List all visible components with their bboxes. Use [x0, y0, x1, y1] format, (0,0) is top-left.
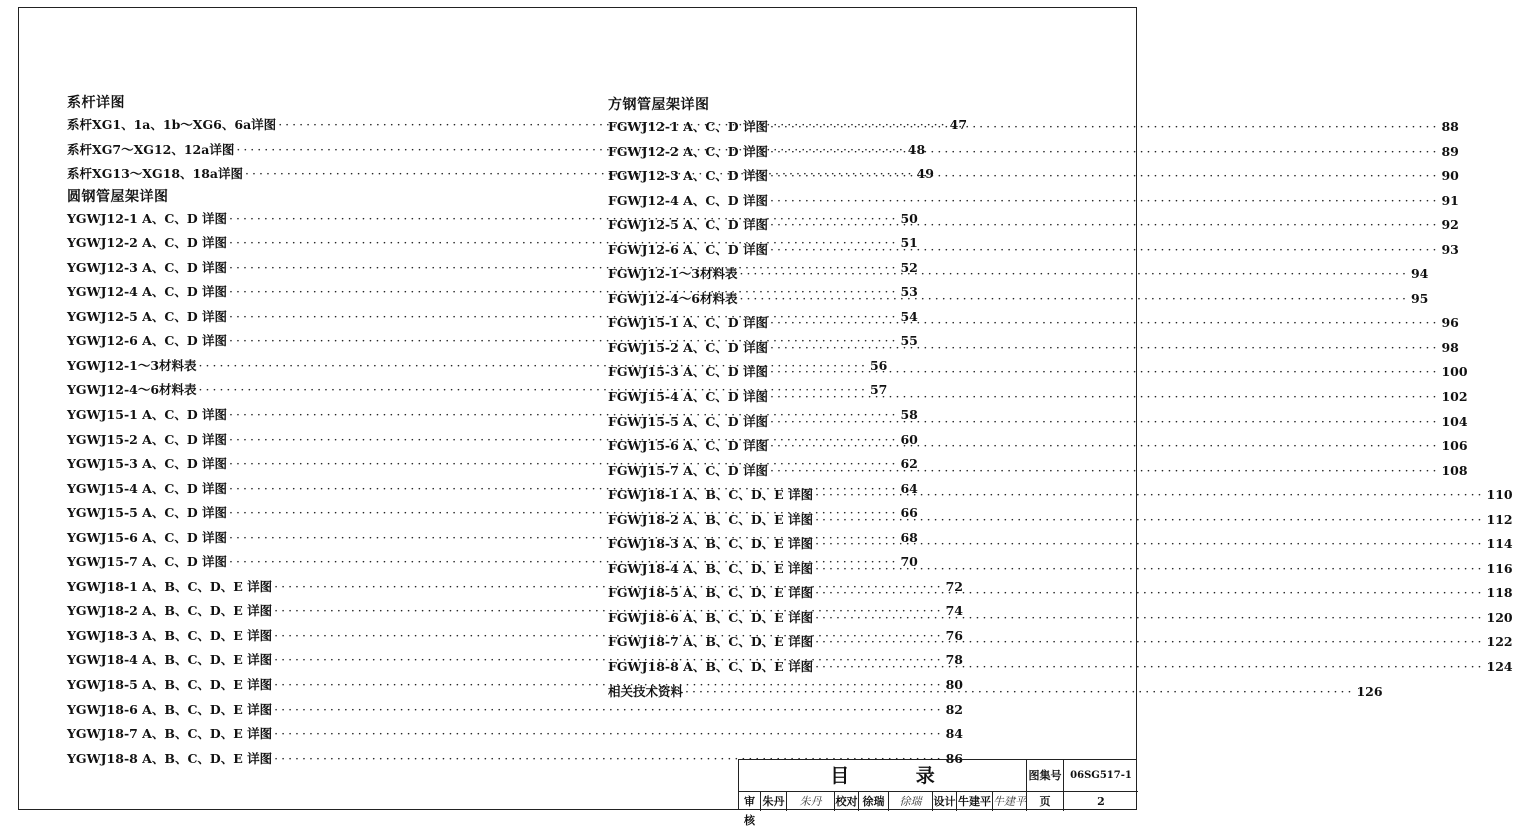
- review-name: 朱丹: [761, 792, 787, 811]
- toc-entry-page: 114: [1486, 536, 1513, 552]
- toc-entry-page: 116: [1486, 560, 1513, 576]
- toc-entry-label: YGWJ15-1 A、C、D 详图: [67, 407, 228, 423]
- toc-entry-page: 51: [900, 235, 918, 251]
- toc-entry-label: YGWJ18-3 A、B、C、D、E 详图: [67, 627, 273, 643]
- toc-entry-label: FGWJ15-5 A、C、D 详图: [608, 413, 768, 429]
- toc-entry-label: YGWJ18-8 A、B、C、D、E 详图: [67, 750, 273, 766]
- toc-entry-label: YGWJ15-5 A、C、D 详图: [67, 505, 228, 521]
- toc-entry[interactable]: [67, 722, 963, 747]
- toc-entry-page: 62: [900, 456, 918, 472]
- toc-entry-label: FGWJ12-4 A、C、D 详图: [608, 192, 768, 208]
- toc-entry-label: FGWJ18-2 A、B、C、D、E 详图: [608, 511, 814, 527]
- toc-entry[interactable]: [608, 336, 1459, 361]
- atlas-label: 图集号: [1027, 760, 1064, 792]
- toc-entry[interactable]: [608, 630, 1513, 655]
- toc-entry-page: 49: [916, 166, 934, 182]
- toc-entry[interactable]: [608, 189, 1459, 214]
- dot-leader: [770, 115, 1439, 140]
- toc-entry[interactable]: [608, 655, 1513, 680]
- toc-entry-page: 80: [945, 677, 963, 693]
- toc-entry-page: 58: [900, 407, 918, 423]
- toc-entry-label: 系杆XG7～XG12、12a详图: [67, 141, 235, 157]
- toc-entry-page: 48: [907, 141, 926, 157]
- toc-entry-page: 96: [1441, 315, 1459, 331]
- toc-entry-page: 100: [1441, 364, 1468, 380]
- toc-entry-page: 110: [1486, 487, 1513, 503]
- toc-entry-page: 108: [1441, 462, 1468, 478]
- toc-entry-page: 66: [900, 505, 918, 521]
- toc-entry-page: 91: [1441, 192, 1459, 208]
- dot-leader: [739, 262, 1408, 287]
- toc-entry-label: YGWJ18-6 A、B、C、D、E 详图: [67, 701, 273, 717]
- check-signature: 徐瑞: [889, 792, 933, 811]
- toc-entry[interactable]: [608, 238, 1459, 263]
- dot-leader: [739, 287, 1408, 312]
- dot-leader: [815, 483, 1484, 508]
- toc-entry-label: YGWJ15-2 A、C、D 详图: [67, 431, 228, 447]
- atlas-number: 06SG517-1: [1064, 760, 1138, 792]
- signature-row: [739, 792, 1027, 827]
- toc-entry-label: YGWJ12-2 A、C、D 详图: [67, 235, 228, 251]
- toc-entry-label: YGWJ12-4～6材料表: [67, 382, 197, 398]
- toc-entry-label: YGWJ12-1～3材料表: [67, 357, 197, 373]
- toc-entry-label: YGWJ15-6 A、C、D 详图: [67, 529, 228, 545]
- toc-entry-page: 98: [1441, 339, 1459, 355]
- toc-entry[interactable]: [608, 115, 1459, 140]
- toc-entry[interactable]: [608, 532, 1513, 557]
- toc-entry-page: 57: [869, 382, 888, 398]
- toc-entry[interactable]: [608, 606, 1513, 631]
- dot-leader: [815, 606, 1484, 631]
- toc-entry-page: 94: [1410, 266, 1429, 282]
- toc-entry-page: 70: [900, 554, 918, 570]
- toc-entry-page: 82: [945, 701, 963, 717]
- toc-entry-label: YGWJ18-4 A、B、C、D、E 详图: [67, 652, 273, 668]
- toc-entry-label: FGWJ15-6 A、C、D 详图: [608, 438, 768, 454]
- dot-leader: [770, 410, 1439, 435]
- toc-entry-page: 68: [900, 529, 918, 545]
- dot-leader: [770, 238, 1439, 263]
- section-heading: 圆钢管屋架详图: [67, 188, 169, 205]
- toc-entry-page: 72: [945, 578, 963, 594]
- page-label: 页: [1027, 792, 1064, 811]
- toc-entry-label: FGWJ18-4 A、B、C、D、E 详图: [608, 560, 814, 576]
- dot-leader: [815, 557, 1484, 582]
- toc-entry-label: FGWJ18-3 A、B、C、D、E 详图: [608, 536, 814, 552]
- toc-entry-label: YGWJ12-6 A、C、D 详图: [67, 333, 228, 349]
- dot-leader: [815, 630, 1484, 655]
- toc-entry-label: YGWJ12-3 A、C、D 详图: [67, 259, 228, 275]
- dot-leader: [770, 434, 1439, 459]
- toc-entry-label: YGWJ15-4 A、C、D 详图: [67, 480, 228, 496]
- toc-entry[interactable]: [608, 508, 1513, 533]
- toc-entry-label: YGWJ18-2 A、B、C、D、E 详图: [67, 603, 273, 619]
- toc-entry-page: 50: [900, 210, 918, 226]
- toc-entry[interactable]: [608, 557, 1513, 582]
- dot-leader: [770, 385, 1439, 410]
- toc-entry-label: 相关技术资料: [608, 683, 684, 699]
- dot-leader: [770, 459, 1439, 484]
- toc-entry[interactable]: [608, 581, 1513, 606]
- toc-entry-label: YGWJ12-4 A、C、D 详图: [67, 284, 228, 300]
- toc-entry-page: 74: [945, 603, 963, 619]
- section-heading: 系杆详图: [67, 95, 125, 111]
- toc-entry-label: YGWJ18-5 A、B、C、D、E 详图: [67, 677, 273, 693]
- title-block: [738, 759, 1137, 827]
- toc-entry[interactable]: [608, 262, 1429, 287]
- toc-entry-label: FGWJ18-7 A、B、C、D、E 详图: [608, 634, 814, 650]
- check-name: 徐瑞: [859, 792, 889, 811]
- toc-entry-page: 84: [945, 726, 963, 742]
- check-label: 校对: [835, 792, 859, 811]
- review-signature: 朱丹: [787, 792, 835, 811]
- toc-entry[interactable]: [608, 680, 1383, 705]
- toc-entry-label: FGWJ15-2 A、C、D 详图: [608, 339, 768, 355]
- toc-entry-page: 95: [1410, 290, 1429, 306]
- toc-entry[interactable]: [608, 287, 1429, 312]
- toc-entry-page: 56: [869, 357, 888, 373]
- design-signature: 牛建平: [993, 792, 1027, 811]
- toc-entry-page: 86: [945, 750, 963, 766]
- toc-entry-label: 系杆XG1、1a、1b～XG6、6a详图: [67, 117, 277, 132]
- toc-entry-page: 93: [1441, 241, 1459, 257]
- toc-entry-page: 52: [900, 259, 918, 275]
- toc-entry-label: FGWJ18-6 A、B、C、D、E 详图: [608, 609, 814, 625]
- toc-entry-page: 118: [1486, 585, 1513, 601]
- toc-entry[interactable]: [608, 140, 1459, 165]
- toc-entry-label: FGWJ18-1 A、B、C、D、E 详图: [608, 487, 814, 503]
- toc-entry[interactable]: [608, 385, 1468, 410]
- toc-entry-page: 102: [1441, 389, 1468, 405]
- toc-entry-label: YGWJ15-3 A、C、D 详图: [67, 456, 228, 472]
- toc-entry-page: 90: [1441, 168, 1459, 184]
- section-heading: 方钢管屋架详图: [608, 97, 710, 113]
- title-block-title: 目 录: [739, 760, 1027, 792]
- design-label: 设计: [933, 792, 957, 811]
- toc-entry-label: FGWJ18-8 A、B、C、D、E 详图: [608, 659, 814, 675]
- toc-entry-page: 112: [1486, 511, 1513, 527]
- toc-entry-page: 122: [1486, 634, 1513, 650]
- toc-entry-page: 47: [949, 117, 968, 132]
- dot-leader: [815, 581, 1484, 606]
- review-label: 审核: [739, 792, 761, 811]
- design-name: 牛建平: [957, 792, 993, 811]
- dot-leader: [770, 360, 1439, 385]
- toc-entry-page: 78: [945, 652, 963, 668]
- dot-leader: [815, 532, 1484, 557]
- toc-entry-page: 104: [1441, 413, 1468, 429]
- dot-leader: [770, 164, 1439, 189]
- dot-leader: [770, 189, 1439, 214]
- toc-entry-page: 124: [1486, 659, 1513, 675]
- toc-entry-label: YGWJ18-7 A、B、C、D、E 详图: [67, 726, 273, 742]
- toc-entry-page: 106: [1441, 438, 1468, 454]
- dot-leader: [274, 722, 943, 747]
- toc-entry-label: YGWJ12-1 A、C、D 详图: [67, 210, 228, 226]
- toc-entry-page: 76: [945, 627, 963, 643]
- toc-entry-label: FGWJ12-1 A、C、D 详图: [608, 119, 768, 134]
- toc-entry[interactable]: [608, 434, 1468, 459]
- toc-entry-label: FGWJ15-4 A、C、D 详图: [608, 389, 768, 405]
- dot-leader: [815, 655, 1484, 680]
- toc-entry-page: 88: [1441, 119, 1459, 134]
- toc-entry-label: FGWJ12-4～6材料表: [608, 290, 738, 306]
- toc-entry-label: FGWJ12-3 A、C、D 详图: [608, 168, 768, 184]
- toc-entry-page: 53: [900, 284, 918, 300]
- toc-entry-label: FGWJ15-7 A、C、D 详图: [608, 462, 768, 478]
- toc-right-column: [608, 95, 1513, 704]
- dot-leader: [770, 140, 1439, 165]
- toc-entry[interactable]: [608, 410, 1468, 435]
- toc-entry-label: FGWJ12-5 A、C、D 详图: [608, 217, 768, 233]
- toc-entry-page: 89: [1441, 143, 1459, 159]
- dot-leader: [685, 680, 1354, 705]
- toc-entry-page: 54: [900, 308, 918, 324]
- toc-entry[interactable]: [608, 459, 1468, 484]
- toc-entry-label: FGWJ18-5 A、B、C、D、E 详图: [608, 585, 814, 601]
- toc-entry-page: 64: [900, 480, 918, 496]
- dot-leader: [815, 508, 1484, 533]
- toc-entry-label: YGWJ15-7 A、C、D 详图: [67, 554, 228, 570]
- toc-entry[interactable]: [608, 360, 1468, 385]
- toc-entry[interactable]: [608, 311, 1459, 336]
- toc-entry-label: FGWJ12-2 A、C、D 详图: [608, 143, 768, 159]
- dot-leader: [770, 213, 1439, 238]
- toc-entry[interactable]: [608, 164, 1459, 189]
- toc-entry[interactable]: [67, 747, 963, 772]
- toc-entry-page: 120: [1486, 609, 1513, 625]
- toc-entry-label: FGWJ12-1～3材料表: [608, 266, 738, 282]
- toc-entry-label: YGWJ18-1 A、B、C、D、E 详图: [67, 578, 273, 594]
- page-number: 2: [1097, 795, 1105, 808]
- toc-entry-label: FGWJ15-1 A、C、D 详图: [608, 315, 768, 331]
- toc-entry-page: 92: [1441, 217, 1459, 233]
- toc-entry-label: FGWJ15-3 A、C、D 详图: [608, 364, 768, 380]
- toc-entry-label: 系杆XG13～XG18、18a详图: [67, 166, 244, 182]
- toc-entry-page: 60: [900, 431, 918, 447]
- toc-entry-label: FGWJ12-6 A、C、D 详图: [608, 241, 768, 257]
- toc-entry[interactable]: [67, 698, 963, 723]
- toc-entry[interactable]: [608, 213, 1459, 238]
- toc-entry-page: 55: [900, 333, 918, 349]
- dot-leader: [770, 311, 1439, 336]
- toc-entry-label: YGWJ12-5 A、C、D 详图: [67, 308, 228, 324]
- toc-entry[interactable]: [608, 483, 1513, 508]
- toc-entry-page: 126: [1356, 683, 1383, 699]
- dot-leader: [770, 336, 1439, 361]
